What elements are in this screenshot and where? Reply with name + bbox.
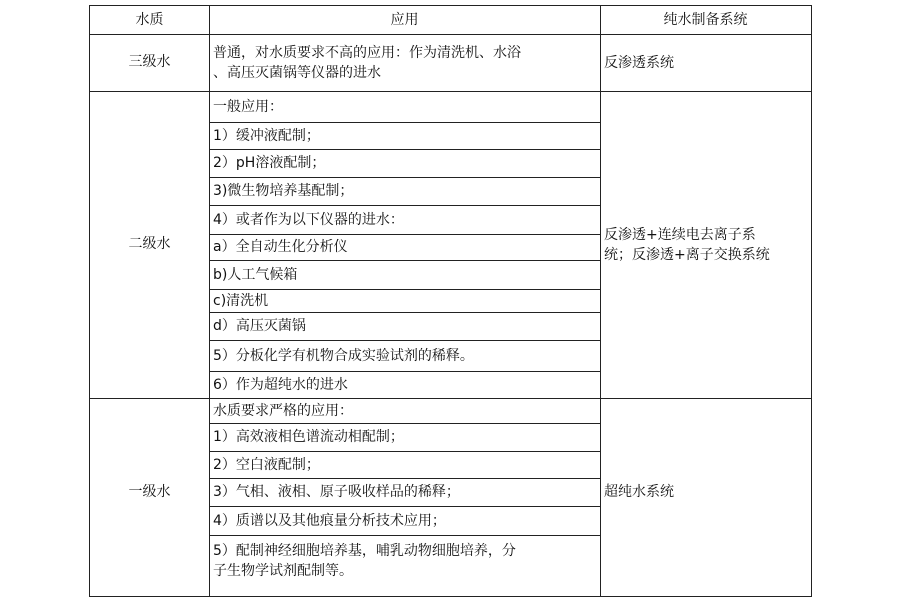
application-row [209,482,600,502]
application-row [209,511,600,531]
application-row [209,126,600,146]
row-divider [209,122,600,123]
application-row [209,265,600,285]
application-text: 、高压灭菌锅等仪器的进水 [213,64,381,81]
row-divider [209,535,600,536]
application-text: 4）质谱以及其他痕量分析技术应用； [213,512,446,529]
application-row [209,97,600,117]
row-divider [209,451,600,452]
row-divider [209,423,600,424]
application-row [209,237,600,257]
grade-label: 三级水 [128,54,171,70]
application-text: a）全自动生化分析仪 [213,239,348,255]
application-text: d）高压灭菌锅 [213,318,306,334]
row-divider [209,260,600,261]
application-text: 3）气相、液相、原子吸收样品的稀释； [213,484,460,500]
application-text: 5）分板化学有机物合成实验试剂的稀释。 [213,347,474,364]
application-text: 2）空白液配制； [213,456,320,473]
row-divider [209,177,600,178]
application-row [209,316,600,336]
application-text: 水质要求严格的应用： [213,402,353,419]
system-text: 超纯水系统 [604,484,674,500]
system-cell [600,53,811,73]
row-divider [209,478,600,479]
application-text: 3)微生物培养基配制； [213,183,354,199]
application-row [209,541,600,581]
system-text: 反渗透+连续电去离子系 [604,226,756,243]
header-system: 纯水制备系统 [663,12,748,28]
application-row [209,43,600,83]
application-row [209,210,600,230]
application-text: 6）作为超纯水的进水 [213,376,348,393]
system-text: 统；反渗透+离子交换系统 [604,246,770,263]
application-row [209,401,600,421]
system-cell [600,482,811,502]
grade-label: 一级水 [128,484,171,500]
application-text: 5）配制神经细胞培养基，哺乳动物细胞培养，分 [213,542,516,559]
row-divider [209,506,600,507]
row-divider [209,205,600,206]
column-divider [600,6,601,596]
header-water-grade: 水质 [135,12,164,28]
system-text: 反渗透系统 [604,54,674,71]
application-row [209,375,600,395]
application-row [209,181,600,201]
row-divider [209,340,600,341]
water-quality-table [89,5,812,597]
application-text: 普通，对水质要求不高的应用：作为清洗机、水浴 [213,44,521,61]
row-divider [209,234,600,235]
system-cell [600,225,811,265]
application-text: 4）或者作为以下仪器的进水： [213,211,404,228]
application-text: b)人工气候箱 [213,266,298,283]
application-text: 1）高效液相色谱流动相配制； [213,429,404,445]
application-row [209,427,600,447]
application-text: 1）缓冲液配制； [213,127,320,144]
application-row [209,291,600,311]
header-application: 应用 [390,12,419,28]
application-row [209,455,600,475]
application-text: 子生物学试剂配制等。 [213,562,353,579]
row-divider [209,149,600,150]
application-row [209,153,600,173]
application-text: 一般应用： [213,98,283,115]
application-text: 2）pH溶液配制； [213,155,326,171]
application-row [209,346,600,366]
application-text: c)清洗机 [213,292,269,309]
row-divider [209,312,600,313]
grade-label: 二级水 [128,236,171,252]
row-divider [209,371,600,372]
